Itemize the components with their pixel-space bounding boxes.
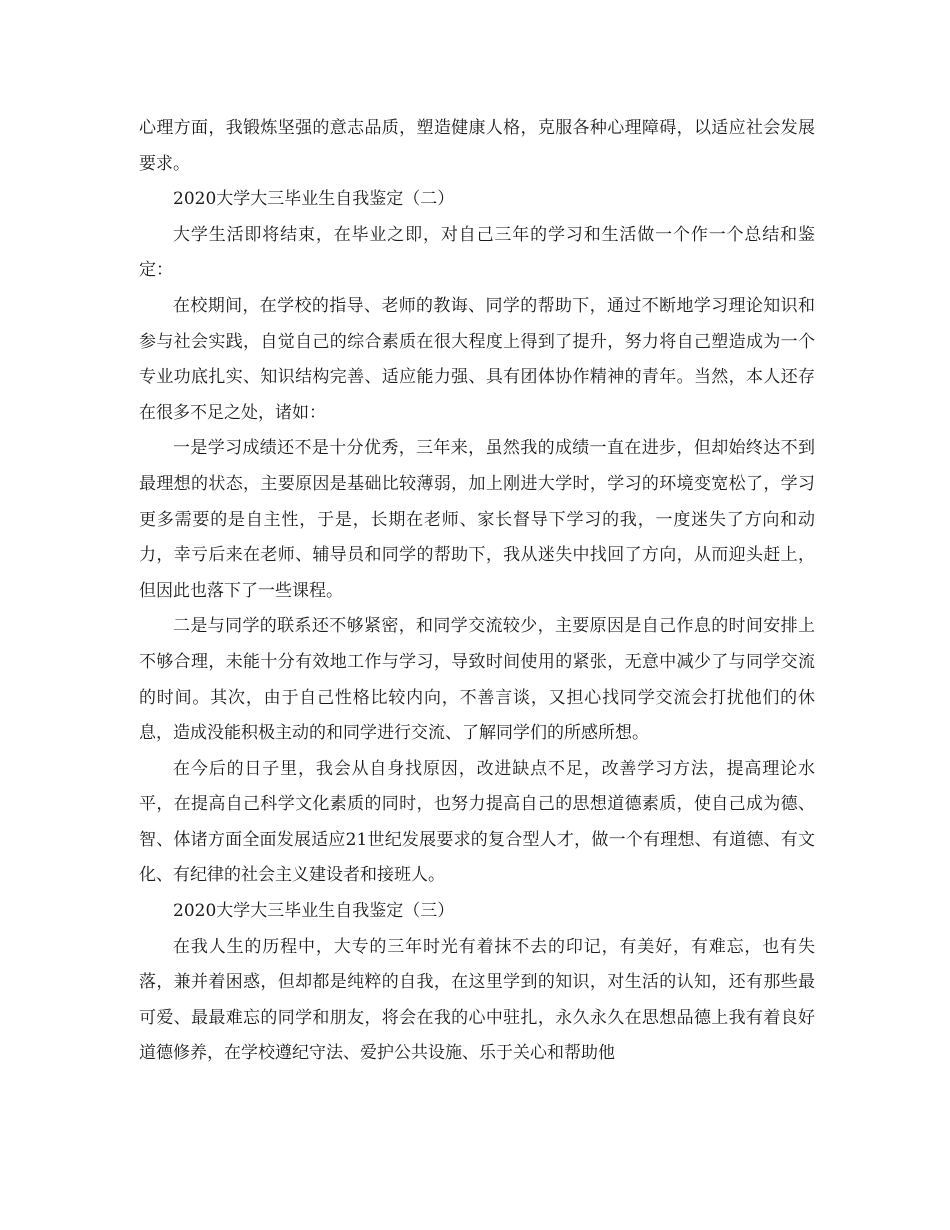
paragraph: 大学生活即将结束，在毕业之即，对自己三年的学习和生活做一个作一个总结和鉴定： [139, 224, 815, 281]
paragraph: 在校期间，在学校的指导、老师的教诲、同学的帮助下，通过不断地学习理论知识和参与社会实践，自觉自己的综合素质在很大程度上得到了提升，努力将自己塑造成为一个专业功底扎实、知识结构完善、适应能力强、具有团体协作精神的青年。当然，本人还存在很多不足之处，诸如： [139, 295, 815, 423]
paragraph: 一是学习成绩还不是十分优秀，三年来，虽然我的成绩一直在进步，但却始终达不到最理想的状态，主要原因是基础比较薄弱，加上刚进大学时，学习的环境变宽松了，学习更多需要的是自主性，于是，长期在老师、家长督导下学习的我，一度迷失了方向和动力，幸亏后来在老师、辅导员和同学的帮助下，我从迷失中找回了方向，从而迎头赶上，但因此也落下了一些课程。 [139, 438, 815, 601]
section-heading-3: 2020大学大三毕业生自我鉴定（三） [173, 901, 455, 922]
paragraph: 在我人生的历程中，大专的三年时光有着抹不去的印记，有美好，有难忘，也有失落，兼并着困惑，但却都是纯粹的自我，在这里学到的知识，对生活的认知，还有那些最可爱、最最难忘的同学和朋友，将会在我的心中驻扎，永久永久在思想品德上我有着良好道德修养，在学校遵纪守法、爱护公共设施、乐于关心和帮助他 [139, 936, 815, 1064]
paragraph-continuation: 心理方面，我锻炼坚强的意志品质，塑造健康人格，克服各种心理障碍，以适应社会发展要求。 [139, 118, 815, 174]
paragraph: 在今后的日子里，我会从自身找原因，改进缺点不足，改善学习方法，提高理论水平，在提高自己科学文化素质的同时，也努力提高自己的思想道德素质，使自己成为德、智、体诸方面全面发展适应21世纪发展要求的复合型人才，做一个有理想、有道德、有文化、有纪律的社会主义建设者和接班人。 [139, 758, 815, 886]
section-heading-2: 2020大学大三毕业生自我鉴定（二） [173, 189, 455, 210]
document-body [139, 111, 815, 1072]
paragraph: 二是与同学的联系还不够紧密，和同学交流较少，主要原因是自己作息的时间安排上不够合理，未能十分有效地工作与学习，导致时间使用的紧张，无意中减少了与同学交流的时间。其次，由于自己性格比较内向，不善言谈，又担心找同学交流会打扰他们的休息，造成没能积极主动的和同学进行交流、了解同学们的所感所想。 [139, 616, 815, 744]
